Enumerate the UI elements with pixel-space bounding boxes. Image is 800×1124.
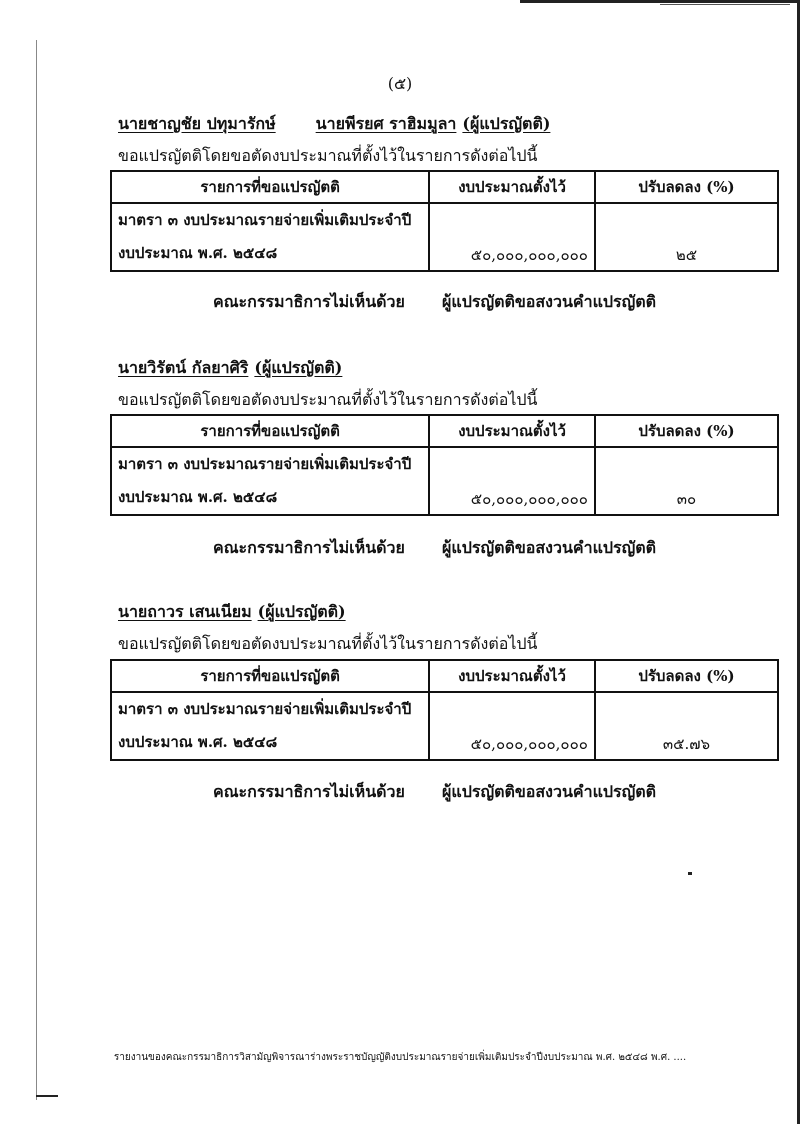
scan-speck [688, 872, 692, 875]
item-line: งบประมาณ พ.ศ. ๒๕๔๘ [118, 244, 278, 262]
header-item: รายการที่ขอแปรญัตติ [111, 660, 429, 692]
amender-names [118, 112, 550, 137]
header-budget: งบประมาณตั้งไว้ [429, 660, 595, 692]
amender-role: (ผู้แปรญัตติ) [254, 358, 343, 377]
budget-cell: ๕๐,๐๐๐,๐๐๐,๐๐๐ [429, 447, 595, 515]
budget-cell: ๕๐,๐๐๐,๐๐๐,๐๐๐ [429, 203, 595, 271]
budget-table [110, 414, 779, 516]
table-header-row [111, 415, 778, 447]
item-line: งบประมาณ พ.ศ. ๒๕๔๘ [118, 488, 278, 506]
budget-table [110, 170, 779, 272]
item-line: มาตรา ๓ งบประมาณรายจ่ายเพิ่มเติมประจำปี [118, 455, 412, 473]
header-budget: งบประมาณตั้งไว้ [429, 415, 595, 447]
committee-result: คณะกรรมาธิการไม่เห็นด้วย [213, 292, 405, 311]
item-line: งบประมาณ พ.ศ. ๒๕๔๘ [118, 733, 278, 751]
header-budget: งบประมาณตั้งไว้ [429, 171, 595, 203]
table-header-row [111, 660, 778, 692]
table-row [111, 692, 778, 760]
cut-percent-cell: ๓๕.๗๖ [595, 692, 778, 760]
request-intro: ขอแปรญัตติโดยขอตัดงบประมาณที่ตั้งไว้ในรายการดังต่อไปนี้ [118, 146, 538, 165]
committee-result: คณะกรรมาธิการไม่เห็นด้วย [213, 538, 405, 557]
table-header-row [111, 171, 778, 203]
budget-table [110, 659, 779, 761]
amender-name: นายชาญชัย ปทุมารักษ์ [118, 114, 276, 133]
scan-border-top [520, 0, 800, 3]
page-number: (๕) [387, 74, 413, 93]
header-cut: ปรับลดลง (%) [595, 660, 778, 692]
amender-names [118, 600, 346, 625]
page-footer: รายงานของคณะกรรมาธิการวิสามัญพิจารณาร่างพระราชบัญญัติงบประมาณรายจ่ายเพิ่มเติมประจำปีงบประมาณ พ.ศ. ๒๕๔๘ พ.ศ. .... [113, 1052, 687, 1063]
scan-margin-line [36, 40, 37, 1100]
scan-border-top-inner [660, 4, 790, 5]
amender-role: (ผู้แปรญัตติ) [462, 114, 551, 133]
amender-result: ผู้แปรญัตติขอสงวนคำแปรญัตติ [442, 782, 657, 801]
request-intro: ขอแปรญัตติโดยขอตัดงบประมาณที่ตั้งไว้ในรายการดังต่อไปนี้ [118, 390, 538, 409]
amender-name: นายวิรัตน์ กัลยาศิริ [118, 358, 249, 377]
item-cell [111, 692, 429, 760]
amender-result: ผู้แปรญัตติขอสงวนคำแปรญัตติ [442, 292, 657, 311]
header-item: รายการที่ขอแปรญัตติ [111, 171, 429, 203]
item-cell [111, 203, 429, 271]
header-cut: ปรับลดลง (%) [595, 415, 778, 447]
cut-percent-cell: ๓๐ [595, 447, 778, 515]
amender-names [118, 356, 342, 381]
amender-role: (ผู้แปรญัตติ) [257, 602, 346, 621]
amender-result: ผู้แปรญัตติขอสงวนคำแปรญัตติ [442, 538, 657, 557]
amender-name: นายพีรยศ ราฮิมมูลา [315, 114, 457, 133]
header-item: รายการที่ขอแปรญัตติ [111, 415, 429, 447]
header-cut: ปรับลดลง (%) [595, 171, 778, 203]
item-line: มาตรา ๓ งบประมาณรายจ่ายเพิ่มเติมประจำปี [118, 211, 412, 229]
amender-name: นายถาวร เสนเนียม [118, 602, 252, 621]
request-intro: ขอแปรญัตติโดยขอตัดงบประมาณที่ตั้งไว้ในรายการดังต่อไปนี้ [118, 634, 538, 653]
committee-result: คณะกรรมาธิการไม่เห็นด้วย [213, 782, 405, 801]
table-row [111, 203, 778, 271]
scan-corner-mark [36, 1095, 58, 1097]
budget-cell: ๕๐,๐๐๐,๐๐๐,๐๐๐ [429, 692, 595, 760]
cut-percent-cell: ๒๕ [595, 203, 778, 271]
item-line: มาตรา ๓ งบประมาณรายจ่ายเพิ่มเติมประจำปี [118, 700, 412, 718]
table-row [111, 447, 778, 515]
item-cell [111, 447, 429, 515]
